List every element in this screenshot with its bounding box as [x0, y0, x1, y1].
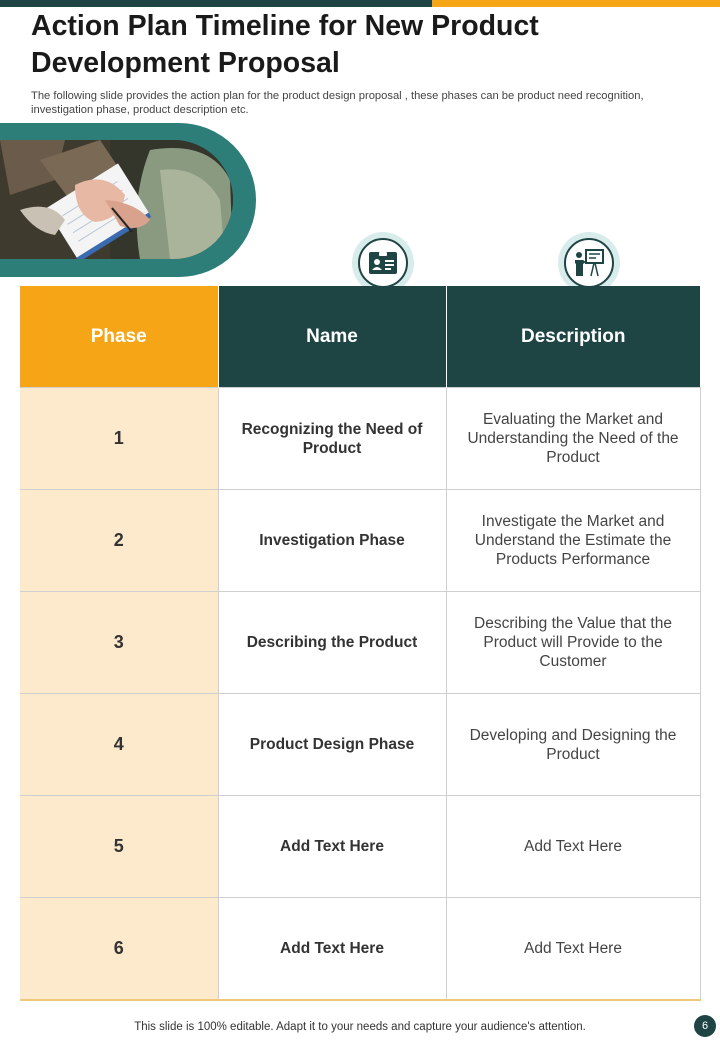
name-column-badge — [352, 232, 414, 294]
description-column-badge — [558, 232, 620, 294]
phase-number: 1 — [20, 388, 218, 490]
table-row — [20, 388, 700, 490]
phase-name: Add Text Here — [218, 898, 446, 1001]
id-card-icon — [369, 252, 397, 274]
phase-number: 3 — [20, 592, 218, 694]
phase-description: Investigate the Market and Understand the Estimate the Products Performance — [446, 490, 700, 592]
phase-name: Product Design Phase — [218, 694, 446, 796]
page-title: Action Plan Timeline for New Product Development Proposal — [31, 10, 539, 79]
phase-description: Describing the Value that the Product will Provide to the Customer — [446, 592, 700, 694]
phase-name: Add Text Here — [218, 796, 446, 898]
phase-number: 2 — [20, 490, 218, 592]
table-row — [20, 898, 700, 1001]
top-accent-bar-dark — [0, 0, 432, 7]
footer-note: This slide is 100% editable. Adapt it to your needs and capture your audience's attention. — [134, 1021, 586, 1033]
phase-name: Investigation Phase — [218, 490, 446, 592]
photo-hands-writing — [0, 140, 233, 259]
header-description: Description — [446, 286, 700, 388]
table-header-row — [20, 286, 700, 388]
header-name: Name — [218, 286, 446, 388]
page-subtitle: The following slide provides the action plan for the product design proposal , these phases can be product need recognition, investigation phase, product description etc. — [31, 90, 644, 116]
phase-number: 4 — [20, 694, 218, 796]
top-accent-bar-orange — [432, 0, 720, 7]
phase-number: 6 — [20, 898, 218, 1001]
phase-description: Evaluating the Market and Understanding the Need of the Product — [446, 388, 700, 490]
table-row — [20, 490, 700, 592]
action-plan-table — [20, 286, 701, 1001]
table-row — [20, 592, 700, 694]
phase-description: Developing and Designing the Product — [446, 694, 700, 796]
header-phase: Phase — [20, 286, 218, 388]
presenter-board-icon — [574, 249, 604, 277]
photo-illustration — [0, 140, 233, 259]
phase-description: Add Text Here — [446, 898, 700, 1001]
phase-description: Add Text Here — [446, 796, 700, 898]
table-row — [20, 694, 700, 796]
phase-number: 5 — [20, 796, 218, 898]
phase-name: Recognizing the Need of Product — [218, 388, 446, 490]
page-number-badge: 6 — [694, 1015, 716, 1037]
table-row — [20, 796, 700, 898]
phase-name: Describing the Product — [218, 592, 446, 694]
